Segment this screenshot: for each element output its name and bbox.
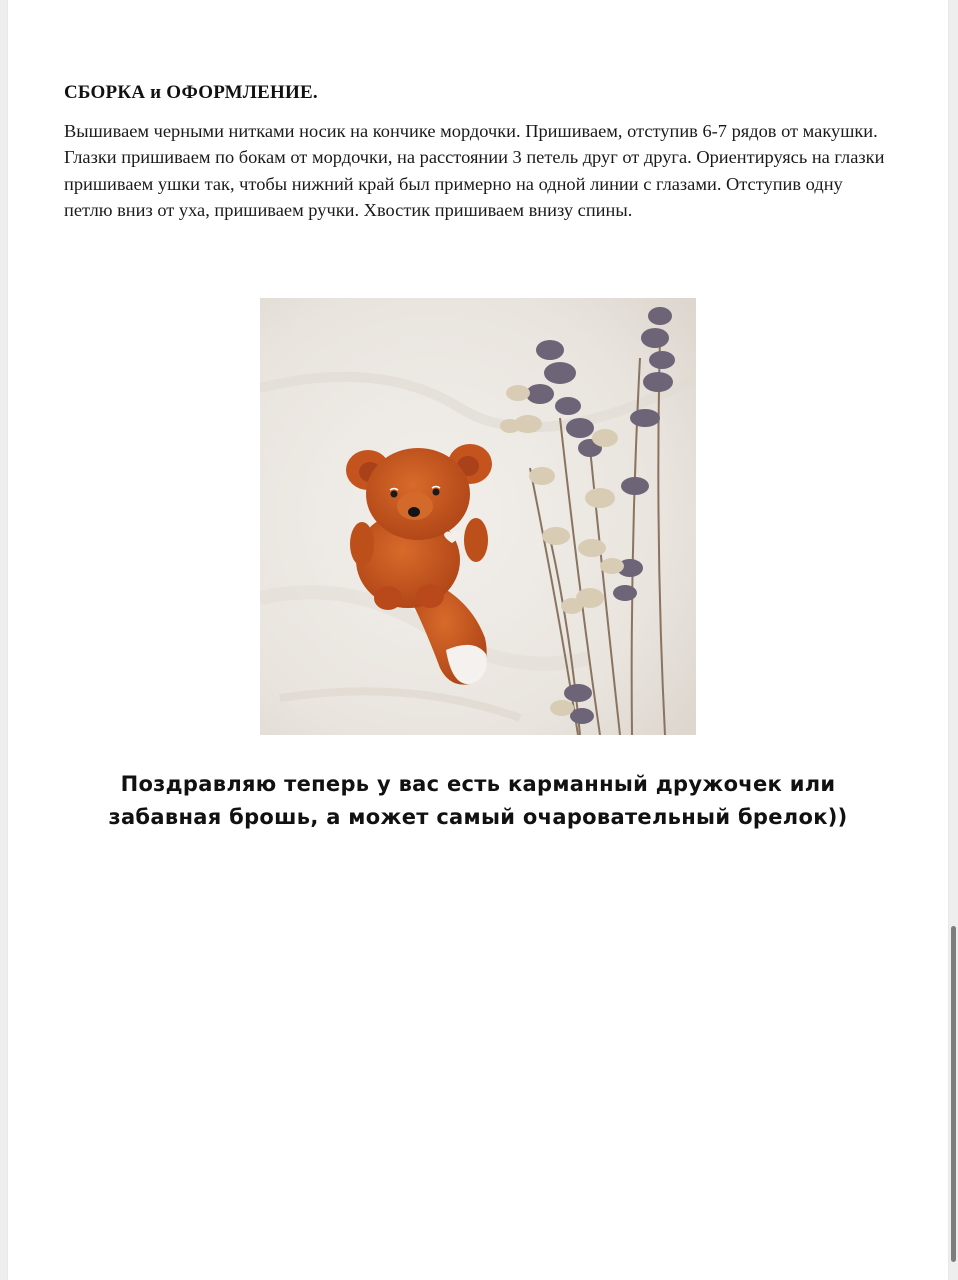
instructions-paragraph: Вышиваем черными нитками носик на кончике мордочки. Пришиваем, отступив 6-7 рядов от макушки. Глазки пришиваем по бокам от мордочки, на расстоянии 3 петель друг от друга. Ориентируясь на глазки пришиваем ушки так, чтобы нижний край был примерно на одной линии с глазами. Отступив одну петлю вниз от уха, пришиваем ручки. Хвостик пришиваем внизу спины. xyxy=(64,121,885,220)
document-page xyxy=(8,0,948,1280)
vertical-scrollbar[interactable] xyxy=(948,0,958,1280)
section-heading: СБОРКА и ОФОРМЛЕНИЕ. xyxy=(64,82,318,103)
scrollbar-thumb[interactable] xyxy=(951,926,956,1262)
congratulations-line-2: забавная брошь, а может самый очаровательный брелок)) xyxy=(108,805,848,829)
congratulations-line-1: Поздравляю теперь у вас есть карманный дружочек или xyxy=(120,772,836,796)
congratulations-text xyxy=(8,768,948,834)
knitted-fox-photo xyxy=(260,298,696,735)
